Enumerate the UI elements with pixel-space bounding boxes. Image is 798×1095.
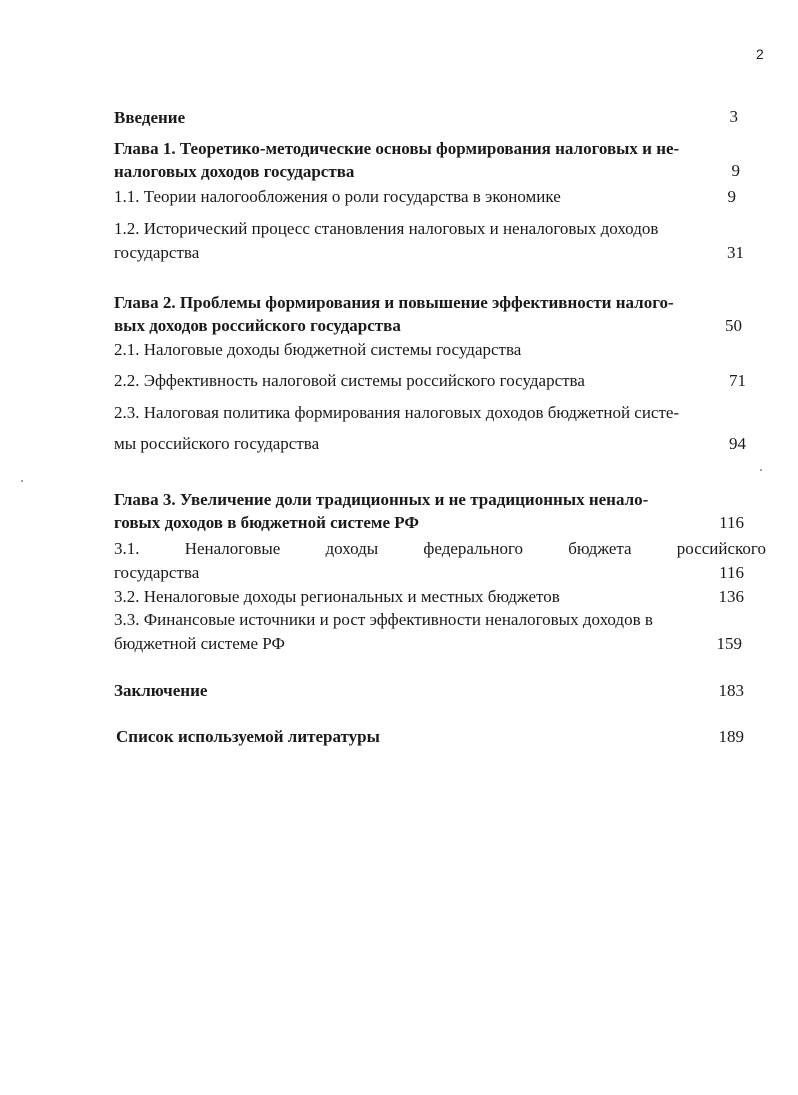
toc-s3-2-page: 136	[718, 587, 744, 606]
toc-s3-3-title-line1: 3.3. Финансовые источники и рост эффективности неналоговых доходов в	[114, 610, 653, 629]
toc-ch2-title-line1: Глава 2. Проблемы формирования и повышение эффективности налого-	[114, 293, 674, 312]
toc-s2-2-page: 71	[729, 371, 746, 390]
toc-ch3-title-line2: говых доходов в бюджетной системе РФ	[114, 513, 419, 532]
toc-s3-3-page: 159	[716, 634, 742, 653]
toc-s1-2-page: 31	[727, 243, 744, 262]
toc-intro-page: 3	[729, 107, 738, 126]
toc-s1-2-title-line1: 1.2. Исторический процесс становления налоговых и неналоговых доходов	[114, 219, 659, 238]
toc-ch2-title-line2: вых доходов российского государства	[114, 316, 401, 335]
toc-intro-title: Введение	[114, 108, 186, 127]
toc-s2-3-title-line1: 2.3. Налоговая политика формирования налоговых доходов бюджетной систе-	[114, 403, 680, 422]
toc-s2-2-title: 2.2. Эффективность налоговой системы российского государства	[114, 371, 585, 390]
toc-ch1-page: 9	[731, 161, 740, 180]
toc-s1-2-title-line2: государства	[114, 243, 200, 262]
toc-ch3-page: 116	[719, 513, 744, 532]
toc-s3-1-title-line1	[114, 538, 766, 560]
toc-s2-3-title-line2: мы российского государства	[114, 434, 320, 453]
toc-s1-1-title: 1.1. Теории налогообложения о роли государства в экономике	[114, 187, 561, 206]
toc-s3-1-word: российского	[676, 539, 766, 558]
toc-s2-1-title: 2.1. Налоговые доходы бюджетной системы государства	[114, 340, 522, 359]
toc-references-title: Список используемой литературы	[116, 727, 380, 746]
toc-s3-1-word: бюджета	[568, 539, 632, 558]
toc-s3-1-word: Неналоговые	[184, 539, 281, 558]
toc-s3-1-word: федерального	[423, 539, 523, 558]
toc-conclusion-page: 183	[718, 681, 744, 700]
toc-s3-1-word: 3.1.	[114, 539, 140, 558]
toc-s3-1-page: 116	[719, 563, 744, 582]
toc-s3-2-title: 3.2. Неналоговые доходы региональных и местных бюджетов	[114, 587, 560, 606]
scan-speck	[21, 480, 23, 482]
toc-ch2-page: 50	[725, 316, 742, 335]
toc-conclusion-title: Заключение	[114, 681, 208, 700]
toc-s2-3-page: 94	[729, 434, 746, 453]
toc-ch1-title-line1: Глава 1. Теоретико-методические основы формирования налоговых и не-	[114, 139, 680, 158]
toc-s1-1-page: 9	[727, 187, 736, 206]
toc-ch3-title-line1: Глава 3. Увеличение доли традиционных и не традиционных ненало-	[114, 490, 649, 509]
toc-s3-1-word: доходы	[325, 539, 379, 558]
toc-ch1-title-line2: налоговых доходов государства	[114, 162, 355, 181]
page-number: 2	[756, 46, 764, 62]
scan-speck	[760, 469, 762, 471]
toc-s3-3-title-line2: бюджетной системе РФ	[114, 634, 285, 653]
toc-references-page: 189	[718, 727, 744, 746]
toc-s3-1-title-line2: государства	[114, 563, 200, 582]
